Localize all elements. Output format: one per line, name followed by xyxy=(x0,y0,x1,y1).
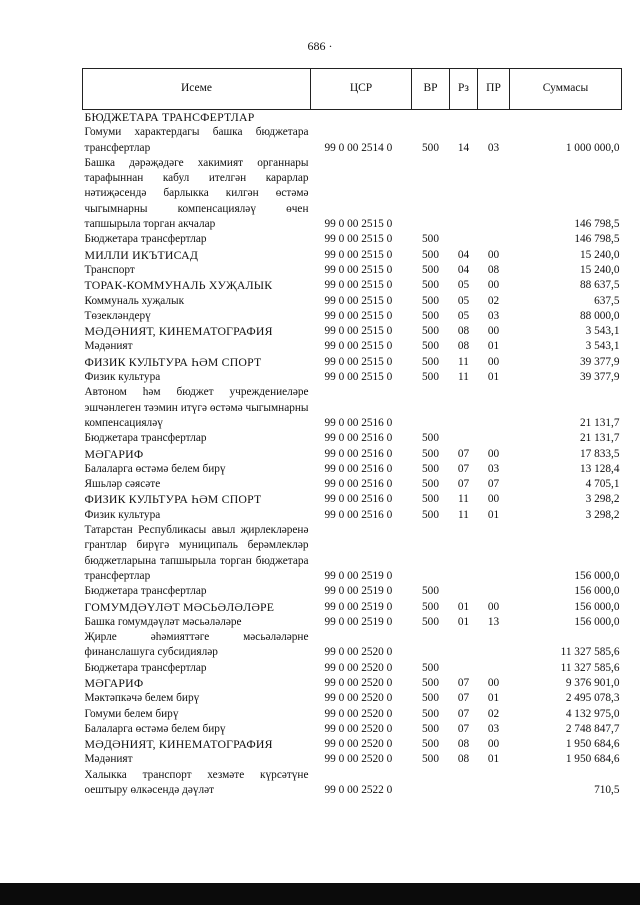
cell-pr: 03 xyxy=(487,309,500,322)
cell-sum: 39 377,9 xyxy=(579,371,620,384)
cell-pr: 00 xyxy=(487,325,500,338)
cell-name: Җирле әһәмияттәге мәсьәләләрне финанслашуга субсидияләр xyxy=(84,631,309,659)
cell-rz: 07 xyxy=(457,676,470,689)
cell-csr: 99 0 00 2515 0 xyxy=(324,340,393,353)
header-csr: ЦСР xyxy=(311,69,412,110)
table-row xyxy=(83,110,622,126)
budget-table xyxy=(82,68,622,798)
table-row xyxy=(83,737,622,752)
cell-rz: 11 xyxy=(458,371,469,384)
cell-sum: 4 132 975,0 xyxy=(565,707,620,720)
cell-sum: 1 000 000,0 xyxy=(565,141,620,154)
cell-csr: 99 0 00 2516 0 xyxy=(324,416,393,429)
cell-rz: 04 xyxy=(457,263,470,276)
cell-vr: 500 xyxy=(422,707,439,720)
table-row xyxy=(83,431,622,446)
cell-rz: 07 xyxy=(457,707,470,720)
cell-csr: 99 0 00 2522 0 xyxy=(324,784,393,797)
cell-rz xyxy=(450,110,478,126)
cell-name: МИЛЛИ ИКЪТИСАД xyxy=(84,247,199,262)
cell-sum: 3 298,2 xyxy=(585,493,620,506)
cell-sum: 11 327 585,6 xyxy=(560,661,620,674)
cell-sum: 2 495 078,3 xyxy=(565,692,620,705)
cell-csr: 99 0 00 2520 0 xyxy=(324,676,393,689)
cell-csr: 99 0 00 2516 0 xyxy=(324,447,393,460)
cell-name: ГОМУМДӘҮЛӘТ МӘСЬӘЛӘЛӘРЕ xyxy=(84,599,275,614)
cell-name: Бюджетара трансфертлар xyxy=(84,661,207,674)
cell-vr: 500 xyxy=(422,279,439,292)
table-row xyxy=(83,584,622,599)
table-row xyxy=(83,661,622,676)
cell-sum: 146 798,5 xyxy=(574,233,620,246)
cell-csr: 99 0 00 2520 0 xyxy=(324,646,393,659)
cell-sum: 15 240,0 xyxy=(579,248,620,261)
table-row xyxy=(83,508,622,523)
header-sum: Суммасы xyxy=(510,69,622,110)
budget-table-container xyxy=(82,68,621,798)
cell-vr: 500 xyxy=(422,753,439,766)
cell-pr: 00 xyxy=(487,738,500,751)
cell-sum: 39 377,9 xyxy=(579,355,620,368)
cell-sum xyxy=(510,110,622,126)
cell-pr xyxy=(478,630,510,661)
cell-name: Балаларга өстәмә белем бирү xyxy=(84,462,226,475)
cell-csr: 99 0 00 2516 0 xyxy=(324,478,393,491)
cell-csr: 99 0 00 2515 0 xyxy=(324,233,393,246)
cell-vr: 500 xyxy=(422,738,439,751)
cell-sum: 637,5 xyxy=(594,294,620,307)
cell-vr xyxy=(412,630,450,661)
page-number-text: 686 xyxy=(307,39,326,53)
cell-name: Башка гомумдәүләт мәсьәләләре xyxy=(84,615,242,628)
table-row xyxy=(83,232,622,247)
cell-rz: 08 xyxy=(457,738,470,751)
table-row xyxy=(83,707,622,722)
table-row xyxy=(83,355,622,370)
cell-rz: 11 xyxy=(458,493,469,506)
cell-pr: 00 xyxy=(487,279,500,292)
cell-sum: 9 376 901,0 xyxy=(565,676,620,689)
cell-name: Мәктәпкәчә белем бирү xyxy=(84,692,200,705)
cell-csr: 99 0 00 2520 0 xyxy=(324,707,393,720)
cell-rz: 01 xyxy=(457,615,470,628)
cell-vr: 500 xyxy=(422,447,439,460)
cell-pr: 03 xyxy=(487,141,500,154)
cell-vr: 500 xyxy=(422,141,439,154)
table-header xyxy=(83,69,622,110)
cell-name: Гомуми белем бирү xyxy=(84,707,179,720)
cell-csr: 99 0 00 2515 0 xyxy=(324,309,393,322)
cell-name: Балаларга өстәмә белем бирү xyxy=(84,722,226,735)
cell-rz xyxy=(450,630,478,661)
table-row xyxy=(83,615,622,630)
cell-pr xyxy=(478,768,510,799)
table-row xyxy=(83,630,622,661)
cell-sum: 3 298,2 xyxy=(585,508,620,521)
cell-vr: 500 xyxy=(422,371,439,384)
cell-rz xyxy=(450,385,478,431)
cell-pr: 01 xyxy=(487,753,500,766)
cell-rz: 05 xyxy=(457,279,470,292)
cell-name: МӘГАРИФ xyxy=(84,675,144,690)
cell-rz: 11 xyxy=(458,355,469,368)
cell-rz xyxy=(450,584,478,599)
cell-csr: 99 0 00 2515 0 xyxy=(324,355,393,368)
cell-pr: 03 xyxy=(487,462,500,475)
cell-pr: 01 xyxy=(487,508,500,521)
scan-bottom-edge xyxy=(0,883,640,905)
cell-name: Мәдәният xyxy=(84,340,133,353)
cell-pr: 00 xyxy=(487,600,500,613)
cell-vr: 500 xyxy=(422,309,439,322)
cell-pr: 00 xyxy=(487,355,500,368)
cell-name: ФИЗИК КУЛЬТУРА ҺӘМ СПОРТ xyxy=(84,354,262,369)
cell-rz: 07 xyxy=(457,478,470,491)
cell-vr: 500 xyxy=(422,325,439,338)
table-row xyxy=(83,722,622,737)
cell-csr: 99 0 00 2515 0 xyxy=(324,263,393,276)
cell-sum: 3 543,1 xyxy=(585,340,620,353)
cell-pr xyxy=(478,523,510,584)
table-row xyxy=(83,324,622,339)
table-row xyxy=(83,462,622,477)
table-row xyxy=(83,676,622,691)
header-rz: Рз xyxy=(450,69,478,110)
cell-csr: 99 0 00 2519 0 xyxy=(324,569,393,582)
cell-vr: 500 xyxy=(422,493,439,506)
cell-vr: 500 xyxy=(422,661,439,674)
cell-csr: 99 0 00 2515 0 xyxy=(324,294,393,307)
cell-csr: 99 0 00 2516 0 xyxy=(324,432,393,445)
cell-rz: 05 xyxy=(457,294,470,307)
cell-pr xyxy=(478,156,510,232)
cell-vr: 500 xyxy=(422,600,439,613)
cell-csr: 99 0 00 2520 0 xyxy=(324,722,393,735)
cell-vr xyxy=(412,156,450,232)
cell-name: МӘДӘНИЯТ, КИНЕМАТОГРАФИЯ xyxy=(84,324,273,339)
table-row xyxy=(83,691,622,706)
cell-csr: 99 0 00 2514 0 xyxy=(324,141,393,154)
cell-csr: 99 0 00 2516 0 xyxy=(324,493,393,506)
cell-rz: 05 xyxy=(457,309,470,322)
cell-sum: 1 950 684,6 xyxy=(565,738,620,751)
cell-name: Бюджетара трансфертлар xyxy=(84,233,207,246)
cell-vr: 500 xyxy=(422,355,439,368)
table-row xyxy=(83,294,622,309)
cell-rz xyxy=(450,768,478,799)
table-row xyxy=(83,156,622,232)
cell-name: ФИЗИК КУЛЬТУРА ҺӘМ СПОРТ xyxy=(84,492,262,507)
cell-pr: 08 xyxy=(487,263,500,276)
cell-csr: 99 0 00 2516 0 xyxy=(324,462,393,475)
cell-name: БЮДЖЕТАРА ТРАНСФЕРТЛАР xyxy=(84,110,255,124)
header-pr: ПР xyxy=(478,69,510,110)
cell-csr: 99 0 00 2520 0 xyxy=(324,753,393,766)
cell-pr: 01 xyxy=(487,340,500,353)
cell-vr: 500 xyxy=(422,692,439,705)
cell-name: Яшьләр сәясәте xyxy=(84,478,161,491)
cell-vr: 500 xyxy=(422,676,439,689)
cell-pr: 00 xyxy=(487,493,500,506)
cell-csr: 99 0 00 2516 0 xyxy=(324,508,393,521)
cell-rz: 07 xyxy=(457,692,470,705)
cell-name: ТОРАК-КОММУНАЛЬ ХУҖАЛЫК xyxy=(84,278,273,293)
cell-name: Татарстан Республикасы авыл җирлекләренә грантлар бирүгә муниципаль берәмлекләр бюджетларына тапшырыла торган бюджетара трансфертлар xyxy=(84,524,309,582)
cell-sum: 3 543,1 xyxy=(585,325,620,338)
table-row xyxy=(83,768,622,799)
table-row xyxy=(83,263,622,278)
cell-sum: 15 240,0 xyxy=(579,263,620,276)
cell-csr: 99 0 00 2519 0 xyxy=(324,585,393,598)
cell-rz: 04 xyxy=(457,248,470,261)
cell-rz: 07 xyxy=(457,447,470,460)
cell-name: Халыкка транспорт хезмәте күрсәтүне оештыру өлкәсендә дәүләт xyxy=(84,768,309,797)
cell-name: Бюджетара трансфертлар xyxy=(84,432,207,445)
cell-vr: 500 xyxy=(422,248,439,261)
cell-vr xyxy=(412,385,450,431)
cell-pr: 00 xyxy=(487,248,500,261)
cell-csr: 99 0 00 2515 0 xyxy=(324,325,393,338)
cell-pr xyxy=(478,385,510,431)
cell-pr: 03 xyxy=(487,722,500,735)
cell-name: Бюджетара трансфертлар xyxy=(84,585,207,598)
cell-csr: 99 0 00 2519 0 xyxy=(324,600,393,613)
cell-rz: 11 xyxy=(458,508,469,521)
cell-name: Транспорт xyxy=(84,263,135,276)
cell-vr: 500 xyxy=(422,263,439,276)
cell-name: МӘГАРИФ xyxy=(84,446,144,461)
table-row xyxy=(83,125,622,156)
table-row xyxy=(83,492,622,507)
cell-pr xyxy=(478,661,510,676)
table-body xyxy=(83,110,622,799)
cell-csr: 99 0 00 2515 0 xyxy=(324,371,393,384)
cell-name: МӘДӘНИЯТ, КИНЕМАТОГРАФИЯ xyxy=(84,737,273,752)
cell-vr: 500 xyxy=(422,615,439,628)
cell-pr: 01 xyxy=(487,692,500,705)
page-number: 686 · xyxy=(307,39,333,53)
cell-sum: 21 131,7 xyxy=(579,416,620,429)
cell-rz: 07 xyxy=(457,722,470,735)
cell-sum: 710,5 xyxy=(594,784,620,797)
table-row xyxy=(83,309,622,324)
cell-sum: 2 748 847,7 xyxy=(565,722,620,735)
cell-sum: 21 131,7 xyxy=(579,432,620,445)
header-name: Исеме xyxy=(83,69,311,110)
cell-vr: 500 xyxy=(422,508,439,521)
cell-name: Мәдәният xyxy=(84,753,133,766)
cell-name: Коммуналь хуҗалык xyxy=(84,294,185,307)
table-row xyxy=(83,278,622,293)
cell-rz xyxy=(450,661,478,676)
table-row xyxy=(83,370,622,385)
cell-sum: 13 128,4 xyxy=(579,462,620,475)
table-row xyxy=(83,477,622,492)
cell-rz: 08 xyxy=(457,340,470,353)
cell-name: Физик культура xyxy=(84,371,161,384)
cell-rz: 07 xyxy=(457,462,470,475)
cell-sum: 1 950 684,6 xyxy=(565,753,620,766)
cell-rz xyxy=(450,431,478,446)
cell-name: Автоном һәм бюджет учреждениеләре эшчәнлеген тәэмин итүгә өстәмә чыгымнарны компенсацияләү xyxy=(84,386,309,429)
cell-pr xyxy=(478,232,510,247)
cell-sum: 156 000,0 xyxy=(574,585,620,598)
cell-csr xyxy=(311,110,412,126)
cell-sum: 88 637,5 xyxy=(579,279,620,292)
cell-sum: 146 798,5 xyxy=(574,218,620,231)
cell-pr xyxy=(478,584,510,599)
cell-vr: 500 xyxy=(422,294,439,307)
cell-rz: 08 xyxy=(457,753,470,766)
cell-rz: 01 xyxy=(457,600,470,613)
cell-rz xyxy=(450,156,478,232)
table-row xyxy=(83,600,622,615)
cell-name: Гомуми характердагы башка бюджетара трансфертлар xyxy=(84,126,309,154)
cell-rz xyxy=(450,523,478,584)
cell-name: Башка дәрәҗәдәге хакимият органнары тарафыннан кабул ителгән карарлар нәтиҗәсендә барлыкка килгән өстәмә чыгымнарны компенсацияләү өчен тапшырыла торган акчалар xyxy=(84,156,309,231)
table-row xyxy=(83,523,622,584)
cell-sum: 156 000,0 xyxy=(574,569,620,582)
cell-pr: 13 xyxy=(487,615,500,628)
cell-csr: 99 0 00 2515 0 xyxy=(324,248,393,261)
cell-csr: 99 0 00 2519 0 xyxy=(324,615,393,628)
cell-pr xyxy=(478,431,510,446)
cell-csr: 99 0 00 2520 0 xyxy=(324,661,393,674)
cell-pr: 00 xyxy=(487,676,500,689)
cell-sum: 88 000,0 xyxy=(579,309,620,322)
header-vr: ВР xyxy=(412,69,450,110)
cell-name: Төзекләндерү xyxy=(84,309,151,322)
cell-pr: 01 xyxy=(487,371,500,384)
cell-vr: 500 xyxy=(422,462,439,475)
table-row xyxy=(83,339,622,354)
cell-sum: 156 000,0 xyxy=(574,615,620,628)
cell-vr: 500 xyxy=(422,585,439,598)
table-row xyxy=(83,447,622,462)
cell-sum: 17 833,5 xyxy=(579,447,620,460)
cell-sum: 156 000,0 xyxy=(574,600,620,613)
cell-vr xyxy=(412,523,450,584)
cell-csr: 99 0 00 2515 0 xyxy=(324,218,393,231)
table-row xyxy=(83,385,622,431)
cell-vr: 500 xyxy=(422,478,439,491)
cell-vr: 500 xyxy=(422,722,439,735)
cell-vr: 500 xyxy=(422,233,439,246)
cell-name: Физик культура xyxy=(84,508,161,521)
cell-rz: 08 xyxy=(457,325,470,338)
cell-sum: 11 327 585,6 xyxy=(560,646,620,659)
cell-pr: 07 xyxy=(487,478,500,491)
cell-pr xyxy=(478,110,510,126)
cell-vr xyxy=(412,768,450,799)
cell-sum: 4 705,1 xyxy=(585,478,620,491)
cell-pr: 02 xyxy=(487,294,500,307)
table-row xyxy=(83,248,622,263)
cell-rz xyxy=(450,232,478,247)
cell-vr xyxy=(412,110,450,126)
cell-pr: 02 xyxy=(487,707,500,720)
cell-csr: 99 0 00 2515 0 xyxy=(324,279,393,292)
cell-rz: 14 xyxy=(457,141,470,154)
cell-pr: 00 xyxy=(487,447,500,460)
cell-csr: 99 0 00 2520 0 xyxy=(324,738,393,751)
table-row xyxy=(83,752,622,767)
cell-csr: 99 0 00 2520 0 xyxy=(324,692,393,705)
cell-vr: 500 xyxy=(422,432,439,445)
cell-vr: 500 xyxy=(422,340,439,353)
